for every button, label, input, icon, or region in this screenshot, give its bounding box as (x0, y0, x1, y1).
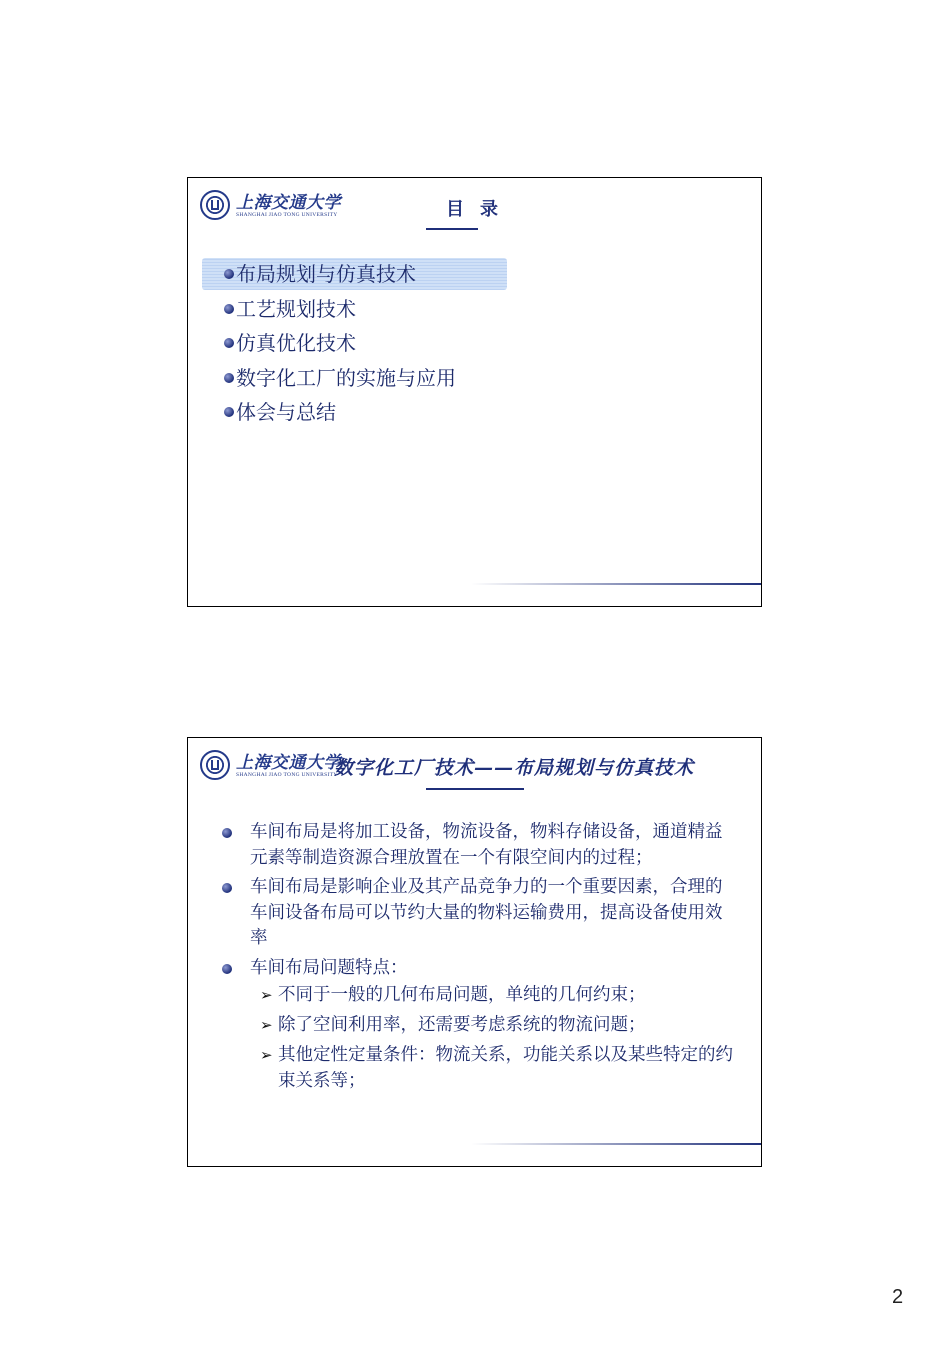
bullet-icon (222, 964, 232, 974)
sub-bullet-text: 其他定性定量条件：物流关系，功能关系以及某些特定的约束关系等； (278, 1045, 733, 1091)
slide-contents (187, 177, 762, 607)
toc-item-process-planning[interactable] (202, 293, 507, 325)
page-number: 2 (892, 1286, 904, 1308)
bullet-icon (224, 269, 234, 279)
sub-list-item (260, 1043, 734, 1094)
sub-bullet-list (260, 983, 734, 1094)
logo-chinese-name: 上海交通大学 (236, 193, 341, 213)
list-item (222, 875, 734, 952)
list-item (222, 820, 734, 871)
toc-item-label: 工艺规划技术 (236, 296, 356, 321)
logo-english-name: SHANGHAI JIAO TONG UNIVERSITY (236, 772, 338, 778)
table-of-contents (202, 258, 507, 431)
university-seal-icon (200, 750, 230, 780)
toc-item-simulation-optimization[interactable] (202, 327, 507, 359)
bullet-text: 车间布局是将加工设备，物流设备，物料存储设备，通道精益元素等制造资源合理放置在一个有限空间内的过程； (250, 822, 723, 868)
toc-item-label: 数字化工厂的实施与应用 (236, 365, 456, 390)
bullet-text: 车间布局问题特点： (250, 957, 408, 978)
logo-english-name: SHANGHAI JIAO TONG UNIVERSITY (236, 212, 338, 218)
footer-rule (471, 1143, 761, 1145)
slide-title: 数字化工厂技术——布局规划与仿真技术 (334, 757, 695, 779)
footer-rule (471, 583, 761, 585)
toc-item-layout-planning[interactable] (202, 258, 507, 290)
bullet-list (222, 820, 734, 1099)
bullet-icon (224, 373, 234, 383)
sub-bullet-text: 除了空间利用率，还需要考虑系统的物流问题； (278, 1015, 646, 1035)
title-underline (426, 228, 478, 230)
sub-list-item (260, 983, 734, 1009)
list-item (222, 956, 734, 1095)
university-seal-icon (200, 190, 230, 220)
bullet-icon (222, 883, 232, 893)
bullet-text: 车间布局是影响企业及其产品竞争力的一个重要因素，合理的车间设备布局可以节约大量的物料运输费用，提高设备使用效率 (250, 877, 723, 948)
toc-item-implementation[interactable] (202, 362, 507, 394)
sub-bullet-text: 不同于一般的几何布局问题，单纯的几何约束； (278, 985, 646, 1005)
bullet-icon (224, 338, 234, 348)
title-underline (426, 788, 524, 790)
toc-item-summary[interactable] (202, 396, 507, 428)
arrow-bullet-icon: ➢ (260, 1046, 273, 1064)
arrow-bullet-icon: ➢ (260, 986, 273, 1004)
bullet-icon (224, 304, 234, 314)
toc-item-label: 仿真优化技术 (236, 331, 356, 355)
toc-item-label: 体会与总结 (236, 400, 336, 424)
slide-title: 目录 (446, 199, 514, 220)
bullet-icon (222, 828, 232, 838)
sub-list-item (260, 1013, 734, 1039)
logo-chinese-name: 上海交通大学 (236, 753, 341, 773)
arrow-bullet-icon: ➢ (260, 1016, 273, 1034)
slide-layout-planning (187, 737, 762, 1167)
bullet-icon (224, 407, 234, 417)
toc-item-label: 布局规划与仿真技术 (236, 262, 416, 286)
